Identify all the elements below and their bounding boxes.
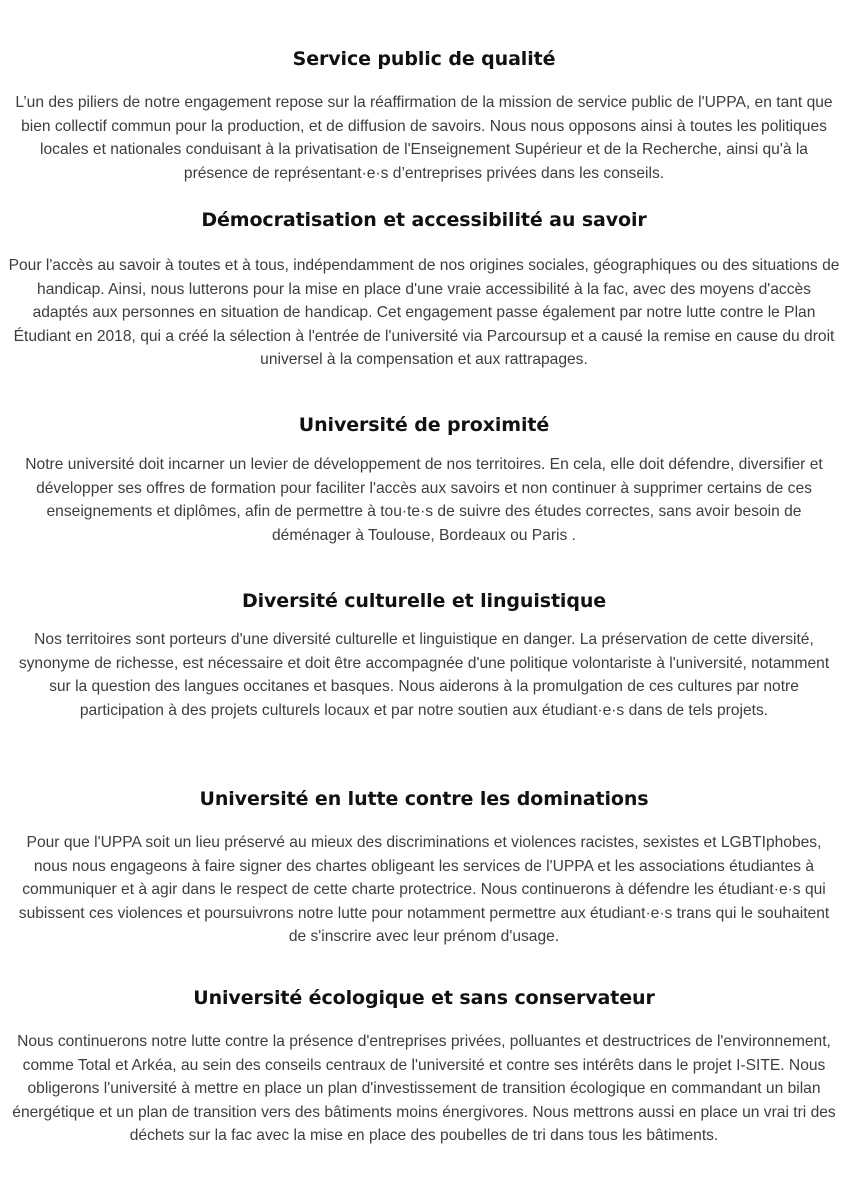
section-proximite: [0, 413, 848, 547]
section-body: Pour que l'UPPA soit un lieu préservé au mieux des discriminations et violences racistes, sexistes et LGBTIphobes, nous nous engageons à faire signer des chartes obligeant les services de l'UPPA et les associations étudiantes à communiquer et à agir dans le respect de cette charte protectrice. Nous continuerons à défendre les étudiant·e·s qui subissent ces violences et poursuivrons notre lutte pour notamment permettre aux étudiant·e·s trans qui le souhaitent de s'inscrire avec leur prénom d'usage.: [18, 834, 830, 945]
section-body: Nous continuerons notre lutte contre la présence d'entreprises privées, polluantes et destructrices de l'environnement, comme Total et Arkéa, au sein des conseils centraux de l'université et contre ses intérêts dans le projet I-SITE. Nous obligerons l'université à mettre en place un plan d'investissement de transition écologique en commandant un bilan énergétique et un plan de transition vers des bâtiments moins énergivores. Nous mettrons aussi en place un vrai tri des déchets sur la fac avec la mise en place des poubelles de tri dans tous les bâtiments.: [12, 1033, 836, 1144]
section-dominations: [0, 787, 848, 949]
section-ecologique: [0, 986, 848, 1148]
section-democratisation: [0, 208, 848, 372]
section-title: Université écologique et sans conservateur: [193, 987, 655, 1009]
section-title: Université en lutte contre les dominations: [199, 788, 649, 810]
section-body: Nos territoires sont porteurs d'une diversité culturelle et linguistique en danger. La préservation de cette diversité, synonyme de richesse, est nécessaire et doit être accompagnée d'une politique volontariste à l'université, notamment sur la question des langues occitanes et basques. Nous aiderons à la promulgation de ces cultures par notre participation à des projets culturels locaux et par notre soutien aux étudiant·e·s dans de tels projets.: [18, 631, 830, 719]
section-body: L’un des piliers de notre engagement repose sur la réaffirmation de la mission de service public de l'UPPA, en tant que bien collectif commun pour la production, et de diffusion de savoirs. Nous nous opposons ainsi à toutes les politiques locales et nationales conduisant à la privatisation de l'Enseignement Supérieur et de la Recherche, ainsi qu'à la présence de représentant·e·s d’entreprises privées dans les conseils.: [15, 94, 833, 182]
section-body: Notre université doit incarner un levier de développement de nos territoires. En cela, elle doit défendre, diversifier et développer ses offres de formation pour faciliter l'accès aux savoirs et non continuer à supprimer certains de ces enseignements et diplômes, afin de permettre à tou·te·s de suivre des études correctes, sans avoir besoin de déménager à Toulouse, Bordeaux ou Paris .: [25, 456, 823, 544]
section-body: Pour l'accès au savoir à toutes et à tous, indépendamment de nos origines sociales, géographiques ou des situations de handicap. Ainsi, nous lutterons pour la mise en place d'une vraie accessibilité à la fac, avec des moyens d'accès adaptés aux personnes en situation de handicap. Cet engagement passe également par notre lutte contre le Plan Étudiant en 2018, qui a créé la sélection à l'entrée de l'université via Parcoursup et a causé la remise en cause du droit universel à la compensation et aux rattrapages.: [8, 257, 840, 368]
section-service-public: [0, 47, 848, 185]
section-title: Service public de qualité: [292, 48, 556, 70]
section-title: Démocratisation et accessibilité au savoir: [201, 209, 647, 231]
section-title: Université de proximité: [298, 414, 550, 436]
section-title: Diversité culturelle et linguistique: [241, 590, 607, 612]
section-diversite: [0, 589, 848, 722]
